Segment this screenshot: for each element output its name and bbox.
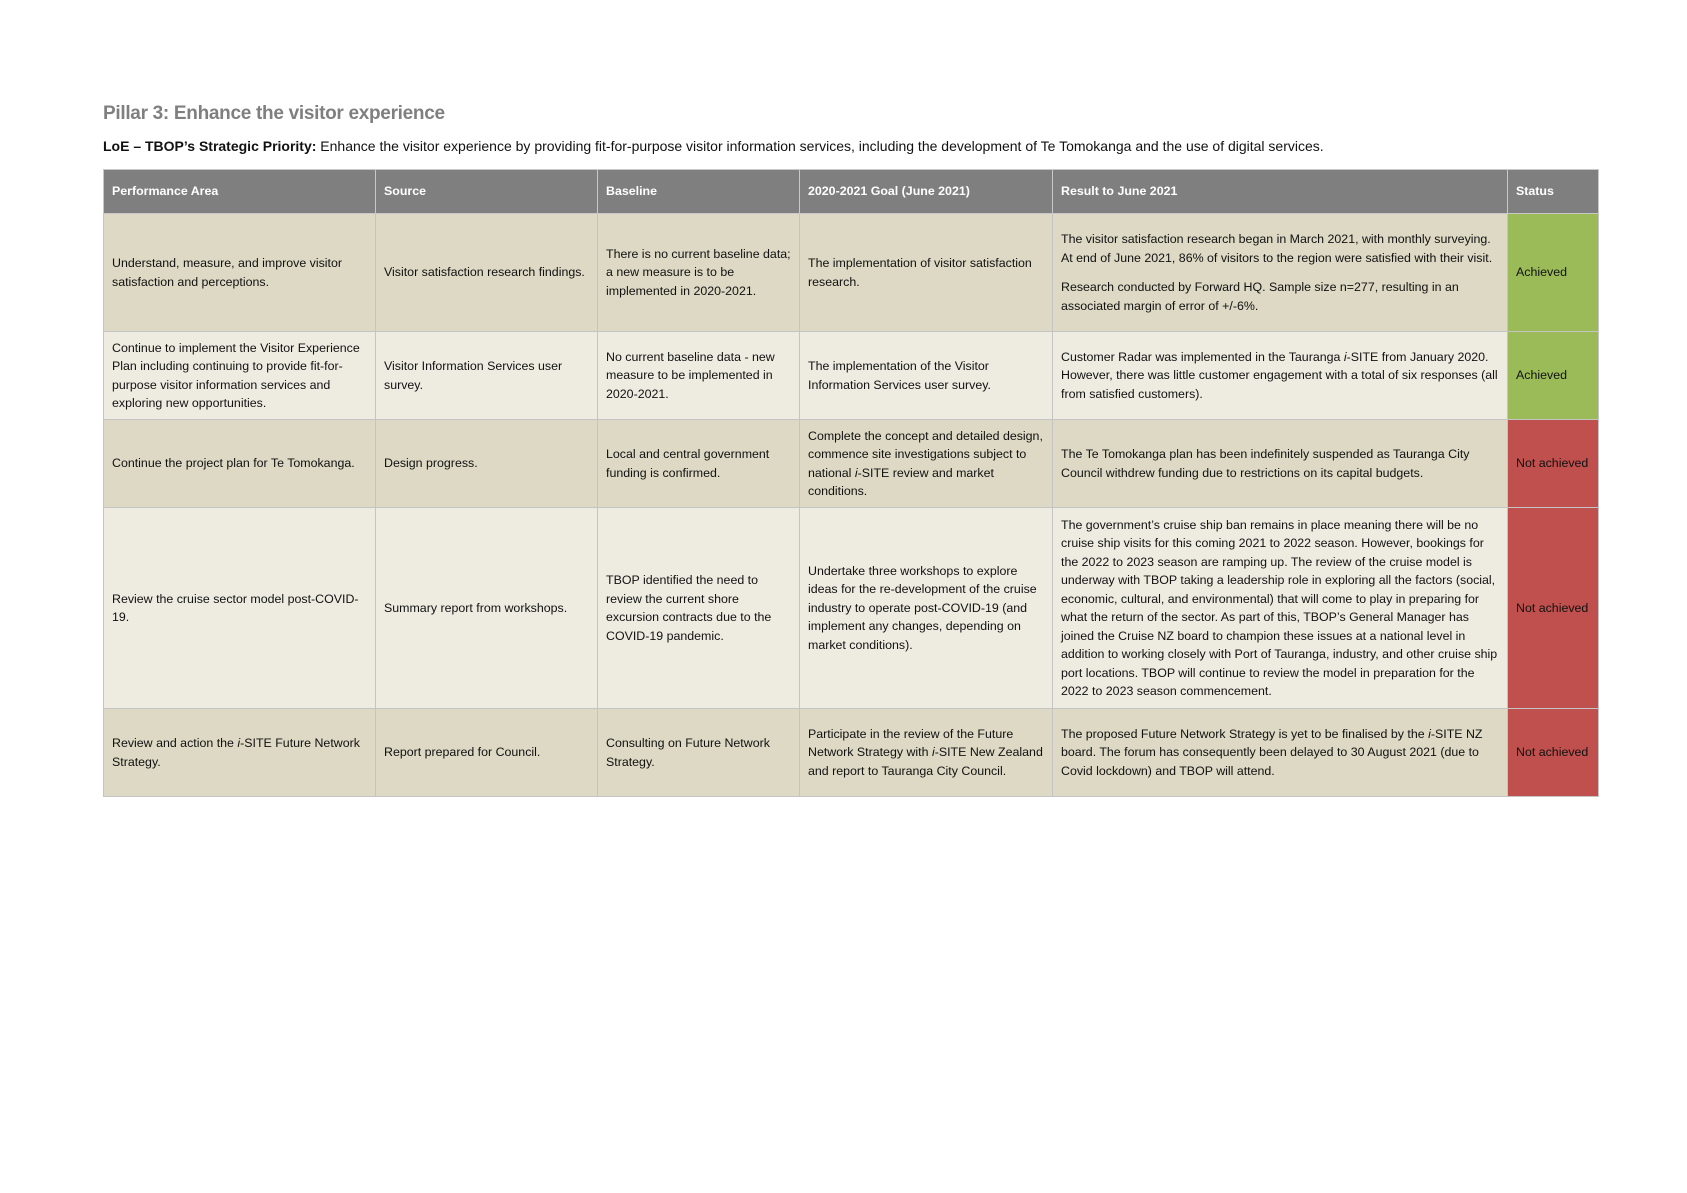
cell-result [1053,332,1508,420]
status-badge: Achieved [1508,332,1599,420]
result-text: Customer Radar was implemented in the Tauranga [1061,349,1344,364]
cell-goal [800,709,1053,797]
col-header-performance-area: Performance Area [104,170,376,214]
col-header-result: Result to June 2021 [1053,170,1508,214]
result-text: -SITE from January 2020. However, there was little customer engagement with a total of six responses (all from satisfied customers). [1061,349,1498,401]
col-header-goal: 2020-2021 Goal (June 2021) [800,170,1053,214]
cell-goal [800,214,1053,332]
cell-baseline: Consulting on Future Network Strategy. [598,709,800,797]
goal-text: The implementation of visitor satisfaction research. [808,256,1032,289]
cell-baseline: There is no current baseline data; a new measure is to be implemented in 2020-2021. [598,214,800,332]
cell-result [1053,214,1508,332]
goal-text: Undertake three workshops to explore ideas for the re-development of the cruise industry to operate post-COVID-19 (and implement any changes, depending on market conditions). [808,563,1037,652]
strategic-priority-label: LoE – TBOP’s Strategic Priority: [103,138,317,154]
table-row [104,508,1599,709]
goal-text: -SITE New Zealand and report to Tauranga City Council. [808,745,1043,778]
table-row [104,332,1599,420]
cell-baseline: TBOP identified the need to review the current shore excursion contracts due to the COVID-19 pandemic. [598,508,800,709]
cell-performance-area: Continue the project plan for Te Tomokanga. [104,420,376,508]
cell-source: Report prepared for Council. [376,709,598,797]
goal-italic: i [854,465,858,480]
area-text: -SITE Future Network Strategy. [112,736,360,769]
result-text: The Te Tomokanga plan has been indefinitely suspended as Tauranga City Council withdrew funding due to restrictions on its capital budgets. [1061,447,1470,480]
status-badge: Not achieved [1508,709,1599,797]
cell-baseline: No current baseline data - new measure to be implemented in 2020-2021. [598,332,800,420]
result-italic: i [1428,726,1431,741]
cell-result [1053,508,1508,709]
strategic-priority [103,138,1603,154]
cell-performance-area: Continue to implement the Visitor Experience Plan including continuing to provide fit-for-purpose visitor information services and exploring new opportunities. [104,332,376,420]
result-text: The proposed Future Network Strategy is yet to be finalised by the [1061,726,1429,741]
goal-italic: i [931,745,935,760]
cell-performance-area: Review the cruise sector model post-COVID-19. [104,508,376,709]
cell-goal [800,508,1053,709]
goal-text: The implementation of the Visitor Information Services user survey. [808,359,991,392]
status-badge: Not achieved [1508,420,1599,508]
col-header-baseline: Baseline [598,170,800,214]
cell-source: Summary report from workshops. [376,508,598,709]
area-italic: i [237,736,241,750]
cell-performance-area [104,709,376,797]
col-header-status: Status [1508,170,1599,214]
cell-goal [800,332,1053,420]
cell-goal [800,420,1053,508]
result-text: -SITE NZ board. The forum has consequently been delayed to 30 August 2021 (due to Covid lockdown) and TBOP will attend. [1061,726,1483,778]
cell-result [1053,420,1508,508]
page-title: Pillar 3: Enhance the visitor experience [103,103,445,124]
result-paragraph: Research conducted by Forward HQ. Sample size n=277, resulting in an associated margin of error of +/-6%. [1061,280,1459,313]
goal-text: Complete the concept and detailed design, commence site investigations subject to national [808,428,1043,480]
result-italic: i [1343,349,1347,364]
status-badge: Not achieved [1508,508,1599,709]
table-row [104,709,1599,797]
area-text: Review and action the [112,736,238,750]
table-row [104,420,1599,508]
table-header-row [104,170,1599,214]
performance-table [103,169,1599,797]
cell-performance-area: Understand, measure, and improve visitor satisfaction and perceptions. [104,214,376,332]
col-header-source: Source [376,170,598,214]
cell-result [1053,709,1508,797]
status-badge: Achieved [1508,214,1599,332]
cell-source: Visitor Information Services user survey. [376,332,598,420]
result-paragraph: The visitor satisfaction research began in March 2021, with monthly surveying. At end of June 2021, 86% of visitors to the region were satisfied with their visit. [1061,232,1493,265]
cell-source: Design progress. [376,420,598,508]
cell-baseline: Local and central government funding is confirmed. [598,420,800,508]
strategic-priority-text: Enhance the visitor experience by providing fit-for-purpose visitor information services, including the development of Te Tomokanga and the use of digital services. [316,138,1324,154]
table-row [104,214,1599,332]
cell-source: Visitor satisfaction research findings. [376,214,598,332]
goal-text: -SITE review and market conditions. [808,465,994,498]
goal-text: Participate in the review of the Future Network Strategy with [808,726,1014,760]
result-text: The government’s cruise ship ban remains in place meaning there will be no cruise ship visits for this coming 2021 to 2022 season. However, bookings for the 2022 to 2023 season are ramping up. The review of the cruise model is underway with TBOP taking a leadership role in exploring all the factors (social, economic, cultural, and environmental) that will come to play in preparing for what the return of the sector. As part of this, TBOP’s General Manager has joined the Cruise NZ board to champion these issues at a national level in addition to working closely with Port of Tauranga, industry, and other cruise ship port locations. TBOP will continue to review the model in preparation for the 2022 to 2023 season commencement. [1061,517,1498,698]
